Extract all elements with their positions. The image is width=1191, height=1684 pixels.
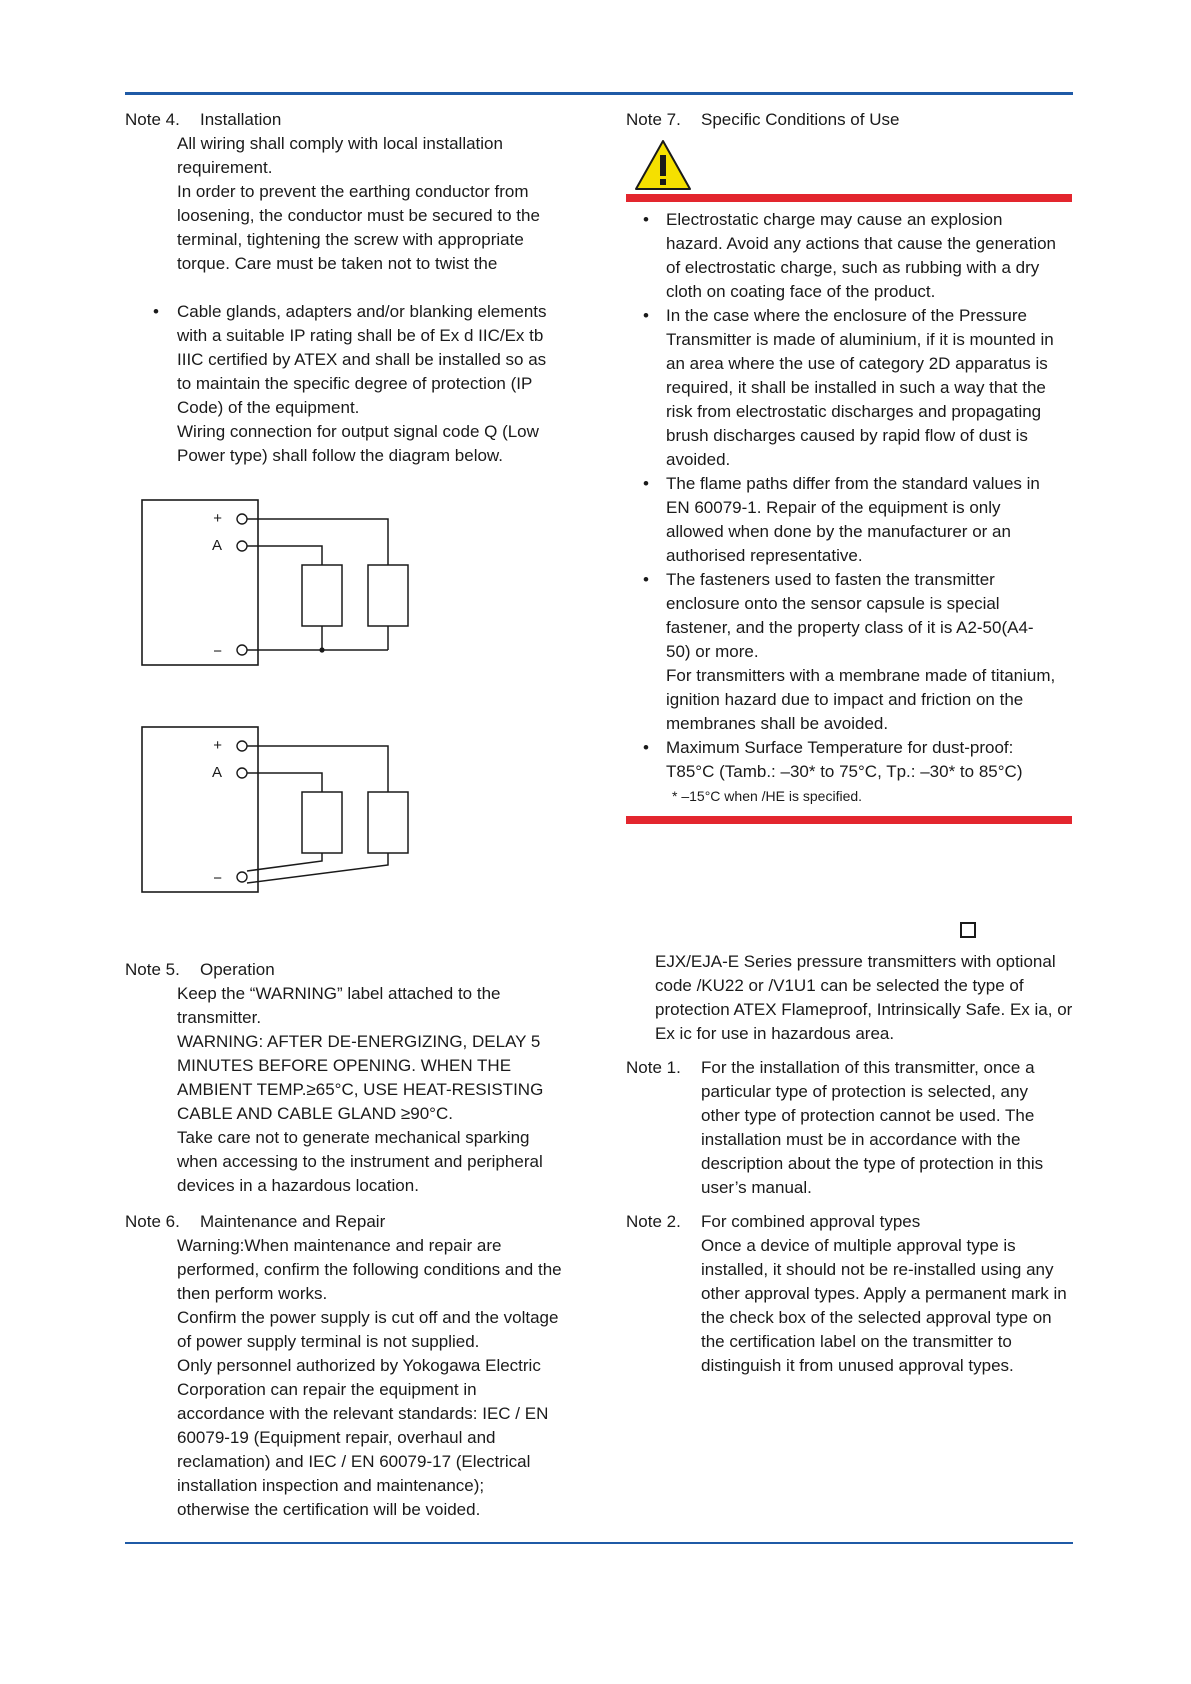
note4-para-2: In order to prevent the earthing conductor from loosening, the conductor must be secured to the terminal, tightening the screw with appropriate torque. Care must be taken not to twist the (177, 182, 540, 273)
bottom-rule (125, 1542, 1073, 1544)
left-column (125, 108, 595, 468)
note6-para-2: Confirm the power supply is cut off and the voltage of power supply terminal is not supplied. (177, 1308, 559, 1351)
note6-para-1: Warning:When maintenance and repair are performed, confirm the following conditions and the then perform works. (177, 1236, 562, 1303)
terminal-a-label: A (211, 537, 222, 554)
load-resistor-1 (302, 565, 342, 626)
left-column-lower (125, 958, 595, 1522)
note6-para-3: Only personnel authorized by Yokogawa Electric Corporation can repair the equipment in accordance with the relevant standards: IEC / EN 60079-19 (Equipment repair, overhaul and reclamation) and IEC / EN 60079-17 (Electrical installation inspection and maintenance); otherwise the certification will be voided. (177, 1356, 549, 1519)
warning-bar-top (626, 194, 1072, 202)
bullet-dot: • (153, 302, 159, 321)
note2-text: Once a device of multiple approval type is installed, it should not be re-installed using any other approval types. Apply a permanent mark in the check box of the selected approval type on the certification label on the transmitter to distinguish it from unused approval types. (701, 1236, 1067, 1375)
load-resistor-1 (302, 792, 342, 853)
note5-title: Operation (200, 960, 275, 979)
wiring-diagram-1 (140, 498, 420, 673)
note1-text: For the installation of this transmitter, once a particular type of protection is selected, any other type of protection cannot be used. The installation must be in accordance with the description about the type of protection in this user’s manual. (701, 1058, 1044, 1197)
terminal-a (237, 768, 247, 778)
terminal-plus-label: + (213, 737, 222, 754)
note6-heading (125, 1210, 595, 1234)
note7-bullet-1 (643, 208, 1058, 304)
note2 (626, 1210, 1072, 1378)
terminal-plus-label: + (213, 510, 222, 527)
note6-title: Maintenance and Repair (200, 1212, 386, 1231)
note4-para-1: All wiring shall comply with local installation requirement. (177, 134, 503, 177)
note5-para-1: Keep the “WARNING” label attached to the transmitter. (177, 984, 501, 1027)
warning-bar-bottom (626, 816, 1072, 824)
note4-bullet (153, 300, 563, 420)
note7-bullet-5 (643, 736, 1063, 808)
top-rule (125, 92, 1073, 95)
terminal-a-label: A (211, 764, 222, 781)
note4-heading (125, 108, 595, 132)
note2-title: For combined approval types (701, 1212, 921, 1231)
note4-title: Installation (200, 110, 282, 129)
note7-bullet-3-text: The flame paths differ from the standard values in EN 60079-1. Repair of the equipment is only allowed when done by the manufacturer or an authorised representative. (666, 474, 1040, 565)
bullet-dot: • (643, 306, 649, 325)
note7-bullet-2-text: In the case where the enclosure of the Pressure Transmitter is made of aluminium, if it is mounted in an area where the use of category 2D apparatus is required, it shall be installed in such a way that the risk from electrostatic discharges and propagating brush discharges caused by rapid flow of dust is avoided. (666, 306, 1054, 469)
note7-bullet-4 (643, 568, 1058, 736)
note7-bullet-4-text (666, 568, 1058, 736)
note7-bullet-5-main: Maximum Surface Temperature for dust-proof: (666, 738, 1014, 757)
note7-bullet-1-text: Electrostatic charge may cause an explosion hazard. Avoid any actions that cause the generation of electrostatic charge, such as rubbing with a dry cloth on coating face of the product. (666, 210, 1057, 301)
terminal-a (237, 541, 247, 551)
note4-wiring: Wiring connection for output signal code Q (Low Power type) shall follow the diagram below. (177, 422, 539, 465)
note5-para-2: WARNING: AFTER DE-ENERGIZING, DELAY 5 MINUTES BEFORE OPENING. WHEN THE AMBIENT TEMP.≥65°C, USE HEAT-RESISTING CABLE AND CABLE GLAND ≥90°C. (177, 1032, 544, 1123)
right-column (626, 108, 1072, 824)
note5-label: Note 5. (125, 960, 180, 979)
wiring-diagram-2 (140, 725, 420, 900)
terminal-minus-label: − (213, 870, 222, 887)
checkbox-icon (960, 922, 976, 938)
note7-bullets (626, 208, 1072, 808)
note1-label: Note 1. (626, 1058, 681, 1077)
load-resistor-2 (368, 792, 408, 853)
bullet-dot: • (643, 738, 649, 757)
note4-label: Note 4. (125, 110, 180, 129)
note7-title: Specific Conditions of Use (701, 110, 900, 129)
note5-heading (125, 958, 595, 982)
note7-bullet-5-text (666, 736, 1022, 808)
note7-membrane: For transmitters with a membrane made of titanium, ignition hazard due to impact and friction on the membranes shall be avoided. (666, 666, 1056, 733)
bullet-dot: • (643, 210, 649, 229)
right-column-lower (626, 950, 1072, 1378)
note7-bullet-4-main: The fasteners used to fasten the transmitter enclosure onto the sensor capsule is special fastener, and the property class of it is A2-50(A4-50) or more. (666, 570, 1034, 661)
terminal-plus (237, 514, 247, 524)
note2-label: Note 2. (626, 1212, 681, 1231)
intro-paragraph: EJX/EJA-E Series pressure transmitters with optional code /KU22 or /V1U1 can be selected the type of protection ATEX Flameproof, Intrinsically Safe. Ex ia, or Ex ic for use in hazardous area. (655, 952, 1073, 1043)
note6-label: Note 6. (125, 1212, 180, 1231)
bullet-dot: • (643, 474, 649, 493)
note4-bullet-text: Cable glands, adapters and/or blanking elements with a suitable IP rating shall be of Ex d IIC/Ex tb IIIC certified by ATEX and shall be installed so as to maintain the specific degree of protection (IP Code) of the equipment. (177, 302, 547, 417)
terminal-plus (237, 741, 247, 751)
bullet-dot: • (643, 570, 649, 589)
warning-icon (633, 138, 693, 192)
note7-temp: T85°C (Tamb.: –30* to 75°C, Tp.: –30* to 85°C) (666, 762, 1023, 781)
note7-heading (626, 108, 1072, 132)
load-resistor-2 (368, 565, 408, 626)
note7-label: Note 7. (626, 110, 681, 129)
note2-body (701, 1210, 1071, 1378)
note7-bullet-3 (643, 472, 1058, 568)
note7-footnote: * –15°C when /HE is specified. (672, 788, 863, 804)
note5-para-3: Take care not to generate mechanical sparking when accessing to the instrument and peripheral devices in a hazardous location. (177, 1128, 543, 1195)
terminal-minus-label: − (213, 643, 222, 660)
note1 (626, 1056, 1072, 1200)
terminal-minus (237, 872, 247, 882)
note7-bullet-2 (643, 304, 1058, 472)
terminal-minus (237, 645, 247, 655)
